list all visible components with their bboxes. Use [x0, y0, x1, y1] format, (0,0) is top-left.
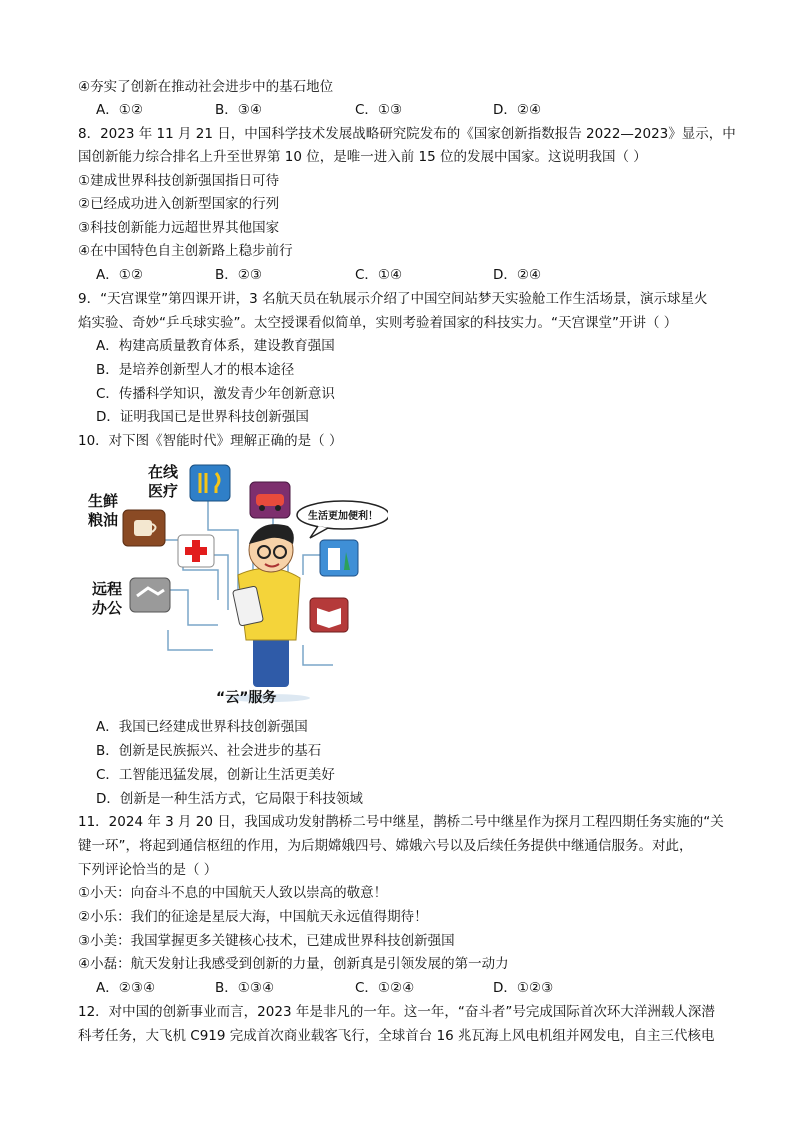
q8-stem-line1: 8．2023 年 11 月 21 日，中国科学技术发展战略研究院发布的《国家创新指数报告 2022—2023》显示，中: [78, 126, 736, 142]
q11-option-b: B．①③④: [215, 980, 275, 996]
q9-option-c: C．传播科学知识，激发青少年创新意识: [96, 386, 335, 402]
q12-stem-line1: 12．对中国的创新事业而言，2023 年是非凡的一年。这一年，“奋斗者”号完成国际首次环大洋洲载人深潜: [78, 1004, 715, 1020]
q7-item-4: ④夯实了创新在推动社会进步中的基石地位: [78, 79, 334, 95]
q7-option-c: C．①③: [355, 102, 403, 118]
q10-stem: 10．对下图《智能时代》理解正确的是（ ）: [78, 433, 343, 449]
q8-item-4: ④在中国特色自主创新路上稳步前行: [78, 243, 293, 259]
q7-option-a: A．①②: [96, 102, 143, 118]
q11-item-2: ②小乐：我们的征途是星辰大海，中国航天永远值得期待！: [78, 909, 428, 925]
q11-item-4: ④小磊：航天发射让我感受到创新的力量，创新真是引领发展的第一动力: [78, 956, 509, 972]
q11-item-1: ①小天：向奋斗不息的中国航天人致以崇高的敬意！: [78, 885, 388, 901]
coffee-cup-icon: [123, 510, 165, 546]
medical-cross-icon: [178, 535, 214, 567]
q9-stem-line1: 9．“天宫课堂”第四课开讲，3 名航天员在轨展示介绍了中国空间站梦天实验舱工作生活场景，演示球星火: [78, 291, 708, 307]
car-icon: [250, 482, 290, 518]
q8-item-1: ①建成世界科技创新强国指日可待: [78, 173, 280, 189]
q8-option-d: D．②④: [493, 267, 542, 283]
q9-option-b: B．是培养创新型人才的根本途径: [96, 362, 295, 378]
q8-item-3: ③科技创新能力远超世界其他国家: [78, 220, 280, 236]
q7-option-d: D．②④: [493, 102, 542, 118]
fork-knife-icon: [190, 465, 230, 501]
q11-stem-line3: 下列评论恰当的是（ ）: [78, 862, 218, 878]
q11-option-c: C．①②④: [355, 980, 415, 996]
q9-option-d: D．证明我国已是世界科技创新强国: [96, 409, 309, 425]
smart-era-illustration: [88, 460, 388, 705]
q12-stem-line2: 科考任务，大飞机 C919 完成首次商业载客飞行，全球首台 16 兆瓦海上风电机组并网发电，自主三代核电: [78, 1028, 715, 1044]
building-icon: [320, 540, 358, 576]
label-online: 在线: [148, 463, 179, 481]
q9-stem-line2: 焰实验、奇妙“乒乓球实验”。太空授课看似简单，实则考验着国家的科技实力。“天宫课堂”开讲（ ）: [78, 315, 678, 331]
q8-item-2: ②已经成功进入创新型国家的行列: [78, 196, 280, 212]
q11-option-a: A．②③④: [96, 980, 156, 996]
bubble-text: 生活更加便利！: [308, 511, 378, 522]
q11-option-d: D．①②③: [493, 980, 554, 996]
q10-option-b: B．创新是民族振兴、社会进步的基石: [96, 743, 322, 759]
q10-option-c: C．工智能迅猛发展，创新让生活更美好: [96, 767, 335, 783]
speech-bubble: [297, 501, 388, 538]
label-remote: 远程: [92, 580, 123, 598]
label-medical: 医疗: [148, 482, 179, 500]
q11-stem-line1: 11．2024 年 3 月 20 日，我国成功发射鹊桥二号中继星，鹊桥二号中继星作为探月工程四期任务实施的“关: [78, 814, 724, 830]
label-fresh: 生鲜: [88, 492, 119, 510]
handshake-icon: [130, 578, 170, 612]
smart-era-figure: [88, 460, 388, 705]
q8-option-c: C．①④: [355, 267, 403, 283]
label-grain: 粮油: [88, 511, 119, 529]
q11-item-3: ③小美：我国掌握更多关键核心技术，已建成世界科技创新强国: [78, 933, 455, 949]
q8-option-b: B．②③: [215, 267, 262, 283]
book-icon: [310, 598, 348, 632]
q9-option-a: A．构建高质量教育体系，建设教育强国: [96, 338, 335, 354]
q8-stem-line2: 国创新能力综合排名上升至世界第 10 位，是唯一进入前 15 位的发展中国家。这说明我国（ ）: [78, 149, 647, 165]
q11-stem-line2: 键一环”，将起到通信枢纽的作用，为后期嫦娥四号、嫦娥六号以及后续任务提供中继通信服务。对此，: [78, 838, 693, 854]
q8-option-a: A．①②: [96, 267, 143, 283]
q10-option-a: A．我国已经建成世界科技创新强国: [96, 719, 308, 735]
figure-caption: “云”服务: [216, 690, 277, 706]
q10-option-d: D．创新是一种生活方式，它局限于科技领域: [96, 791, 363, 807]
label-office: 办公: [92, 599, 123, 617]
q7-option-b: B．③④: [215, 102, 262, 118]
